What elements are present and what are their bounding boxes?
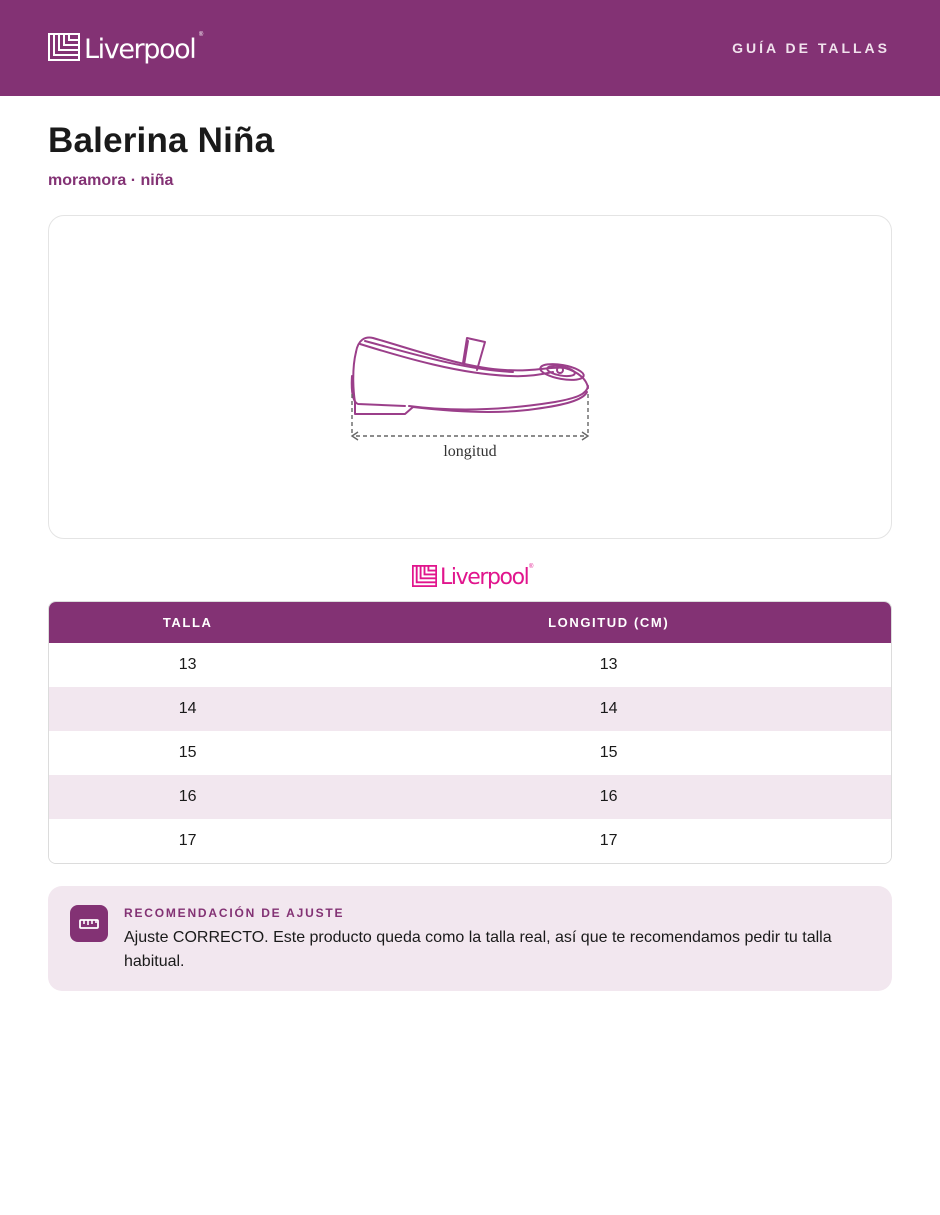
ruler-icon: [70, 905, 108, 942]
table-row: [49, 775, 891, 819]
liverpool-table-logo: [412, 562, 534, 590]
product-subtitle: moramora · niña: [48, 172, 174, 189]
table-logo-wordmark: Liverpool: [440, 565, 529, 590]
size-guide-label: GUÍA DE TALLAS: [732, 40, 890, 56]
ballerina-shoe-icon: [325, 280, 615, 495]
header-longitud: LONGITUD (CM): [548, 615, 670, 630]
cell-longitud: 16: [599, 788, 618, 805]
cell-talla: 15: [178, 744, 197, 761]
logo-wordmark: Liverpool: [84, 33, 196, 65]
logo-registered-mark: ®: [198, 32, 204, 38]
liverpool-table-logo-icon: [412, 565, 437, 587]
cell-talla: 16: [178, 788, 197, 805]
table-row: [49, 731, 891, 775]
length-label: longitud: [443, 443, 497, 460]
table-row: [49, 643, 891, 687]
table-header-row: [49, 602, 891, 643]
size-table: [48, 601, 892, 864]
cell-longitud: 17: [599, 832, 618, 849]
cell-longitud: 14: [599, 700, 618, 717]
top-header: [0, 0, 940, 96]
cell-talla: 13: [178, 656, 197, 673]
recommendation-text: Ajuste CORRECTO. Este producto queda como la talla real, así que te recomendamos pedir tu talla habitual.: [124, 929, 832, 970]
cell-longitud: 15: [599, 744, 618, 761]
liverpool-logo-icon: [48, 33, 80, 61]
page-title: Balerina Niña: [48, 121, 275, 160]
fit-recommendation-card: [48, 886, 892, 991]
table-row: [49, 687, 891, 731]
header-talla: TALLA: [162, 615, 213, 630]
table-logo-registered-mark: ®: [528, 564, 534, 570]
cell-longitud: 13: [599, 656, 618, 673]
recommendation-title: RECOMENDACIÓN DE AJUSTE: [124, 906, 345, 920]
cell-talla: 17: [178, 832, 197, 849]
table-row: [49, 819, 891, 863]
cell-talla: 14: [178, 700, 197, 717]
liverpool-logo[interactable]: [48, 30, 204, 65]
